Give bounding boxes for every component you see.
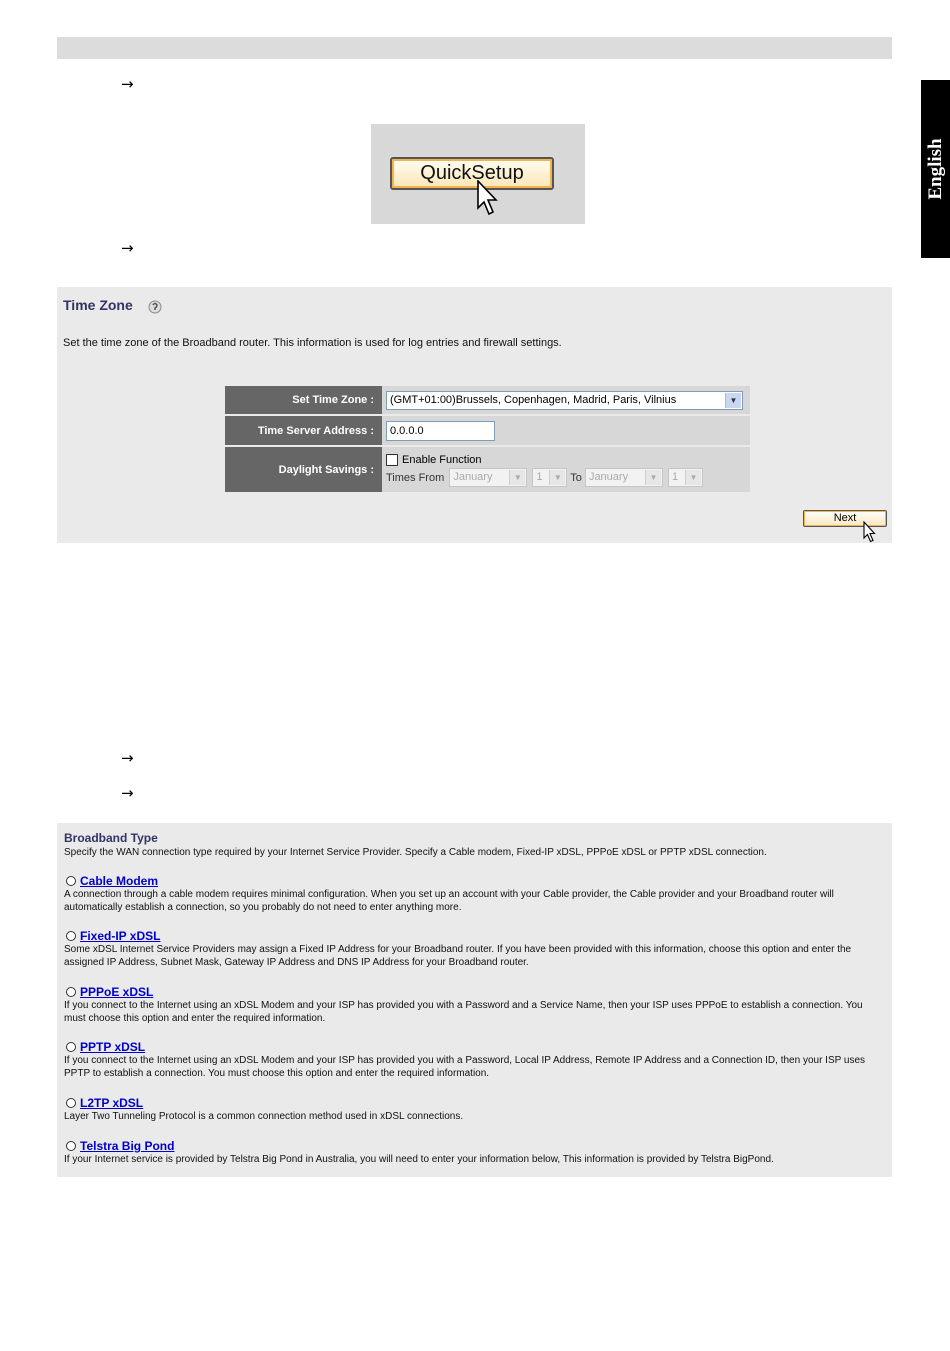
l2tp-link[interactable]: L2TP xDSL [80,1096,144,1110]
mouse-pointer-icon [863,521,876,543]
time-zone-panel [57,287,892,543]
times-from-label: Times From [386,471,445,484]
from-month-value: January [453,471,493,484]
pppoe-radio[interactable] [66,987,76,997]
pppoe-description: If you connect to the Internet using an xDSL Modem and your ISP has provided you with a Password and a Service Name, then your ISP uses PPPoE to establish a connection. You must choose this option and enter the required information. [64,1000,863,1024]
chevron-down-icon: ▼ [725,393,741,408]
broadband-type-title: Broadband Type [64,831,158,845]
cable-modem-radio[interactable] [66,876,76,886]
option-fixed-ip-xdsl [64,929,884,969]
header-bar [57,37,892,59]
fixed-ip-radio[interactable] [66,931,76,941]
option-pppoe-xdsl [64,985,884,1025]
enable-function-label: Enable Function [402,453,482,466]
chevron-down-icon: ▼ [549,470,565,485]
to-day-value: 1 [672,471,679,484]
language-label: English [924,138,946,200]
pppoe-link[interactable]: PPPoE xDSL [80,985,154,999]
from-month-select[interactable] [449,468,527,487]
fixed-ip-description: Some xDSL Internet Service Providers may assign a Fixed IP Address for your Broadband router. If you have been provided with this information, choose this option and enter the assigned IP Address, Subnet Mask, Gateway IP Address and DNS IP Address for your Broadband router. [64,944,852,968]
daylight-savings-label: Daylight Savings : [225,447,382,492]
time-zone-select[interactable] [386,391,743,410]
mouse-pointer-icon [477,180,499,216]
cable-modem-link[interactable]: Cable Modem [80,874,159,888]
option-pptp-xdsl [64,1040,884,1080]
next-button[interactable]: Next [803,510,887,527]
telstra-description: If your Internet service is provided by Telstra Big Pond in Australia, you will need to enter your information below, This information is provided by Telstra BigPond. [64,1154,774,1165]
from-day-select[interactable] [532,468,567,487]
telstra-radio[interactable] [66,1141,76,1151]
pptp-link[interactable]: PPTP xDSL [80,1040,146,1054]
pptp-radio[interactable] [66,1042,76,1052]
time-server-label: Time Server Address : [225,416,382,445]
set-time-zone-label: Set Time Zone : [225,386,382,414]
step-arrow-icon: → [121,239,134,257]
chevron-down-icon: ▼ [509,470,525,485]
step-arrow-icon: → [121,784,134,802]
chevron-down-icon: ▼ [645,470,661,485]
to-month-select[interactable] [585,468,663,487]
pptp-description: If you connect to the Internet using an xDSL Modem and your ISP has provided you with a Password, Local IP Address, Remote IP Address and a Connection ID, then your ISP uses PPTP to establish a connection. You must choose this option and enter the required information. [64,1055,866,1079]
enable-function-checkbox[interactable] [386,454,398,466]
fixed-ip-link[interactable]: Fixed-IP xDSL [80,929,161,943]
cable-modem-description: A connection through a cable modem requires minimal configuration. When you set up an account with your Cable provider, the Cable provider and your Broadband router will automatically establish a connection, so you probably do not need to enter anything more. [64,889,834,913]
time-zone-value: (GMT+01:00)Brussels, Copenhagen, Madrid, Paris, Vilnius [390,393,677,406]
to-day-select[interactable] [668,468,703,487]
time-zone-form [225,384,750,494]
telstra-link[interactable]: Telstra Big Pond [80,1139,175,1153]
to-label: To [570,471,582,484]
broadband-type-description: Specify the WAN connection type required by your Internet Service Provider. Specify a Cable modem, Fixed-IP xDSL, PPPoE xDSL or PPTP xDSL connection. [64,847,767,858]
language-tab [921,80,950,258]
option-telstra-big-pond [64,1139,884,1166]
step-arrow-icon: → [121,75,134,93]
time-zone-description: Set the time zone of the Broadband router. This information is used for log entries and firewall settings. [63,337,562,349]
l2tp-description: Layer Two Tunneling Protocol is a common connection method used in xDSL connections. [64,1111,464,1122]
time-zone-title: Time Zone [63,297,133,313]
option-cable-modem [64,874,884,914]
from-day-value: 1 [536,471,543,484]
quick-setup-panel [371,124,585,224]
help-icon[interactable] [148,300,162,314]
option-l2tp-xdsl [64,1096,884,1123]
step-arrow-icon: → [121,749,134,767]
broadband-type-panel [57,823,892,1177]
to-month-value: January [588,471,629,484]
chevron-down-icon: ▼ [685,470,701,485]
quick-setup-button[interactable]: QuickSetup [390,157,554,190]
l2tp-radio[interactable] [66,1098,76,1108]
time-server-input[interactable]: 0.0.0.0 [386,421,495,441]
